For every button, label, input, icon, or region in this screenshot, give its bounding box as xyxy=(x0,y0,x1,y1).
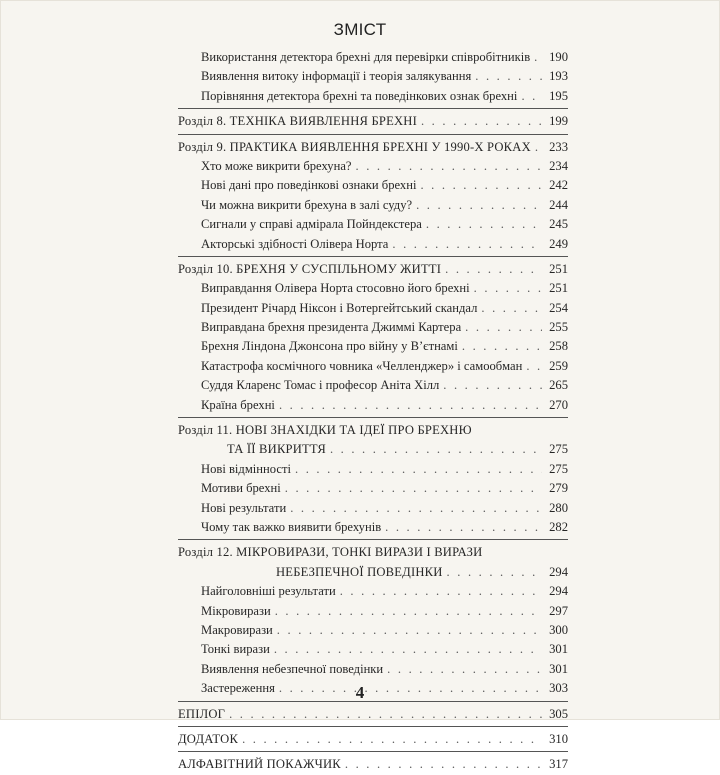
toc-entry-title: Макровирази xyxy=(201,622,273,637)
toc-leader xyxy=(474,279,542,298)
section-divider xyxy=(178,256,568,257)
toc-chapter-page: 275 xyxy=(549,442,568,457)
toc-leader xyxy=(385,518,542,537)
toc-entry xyxy=(178,196,568,215)
toc-leader xyxy=(445,260,542,279)
toc-entry xyxy=(178,479,568,498)
toc-leader xyxy=(535,138,542,157)
toc-entry xyxy=(178,460,568,479)
toc-entry-page: 251 xyxy=(549,281,568,296)
toc-leader xyxy=(275,602,542,621)
toc-chapter-title: Розділ 11. НОВІ ЗНАХІДКИ ТА ІДЕЇ ПРО БРЕХНЮ xyxy=(178,423,472,438)
toc-leader xyxy=(462,337,542,356)
toc-entry-page: 297 xyxy=(549,603,568,618)
toc-entry xyxy=(178,337,568,356)
toc-entry-page: 259 xyxy=(549,358,568,373)
toc-entry-title: Тонкі вирази xyxy=(201,642,270,657)
toc-entry-page: 245 xyxy=(549,217,568,232)
section-divider xyxy=(178,751,568,752)
toc-leader xyxy=(340,582,542,601)
toc-chapter-title: Розділ 12. МІКРОВИРАЗИ, ТОНКІ ВИРАЗИ І ВИРАЗИ xyxy=(178,545,483,560)
toc-leader xyxy=(447,563,542,582)
toc-entry-page: 301 xyxy=(549,661,568,676)
toc-entry xyxy=(178,582,568,601)
section-divider xyxy=(178,134,568,135)
toc-chapter-title: ДОДАТОК xyxy=(178,731,239,746)
toc-chapter-page: 251 xyxy=(549,261,568,276)
toc-chapter xyxy=(178,730,568,749)
toc-entry-page: 301 xyxy=(549,642,568,657)
toc-leader xyxy=(526,357,542,376)
toc-entry-title: Чи можна викрити брехуна в залі суду? xyxy=(201,197,413,212)
page-number: 4 xyxy=(355,683,365,702)
toc-entry-title: Мікровирази xyxy=(201,603,271,618)
toc-entry-page: 255 xyxy=(549,320,568,335)
toc-entry xyxy=(178,640,568,659)
toc-entry-title: Виправдання Олівера Норта стосовно його брехні xyxy=(201,281,470,296)
toc-entry-page: 244 xyxy=(549,197,568,212)
toc-entry-title: Країна брехні xyxy=(201,397,275,412)
toc-chapter xyxy=(178,138,568,157)
toc-entry xyxy=(178,499,568,518)
toc-entry-page: 279 xyxy=(549,481,568,496)
toc-entry-page: 282 xyxy=(549,519,568,534)
toc-leader xyxy=(465,318,542,337)
toc-entry-title: Використання детектора брехні для перевірки співробітників xyxy=(201,50,531,64)
toc-entry-title: Катастрофа космічного човника «Челленджер» і самообман xyxy=(201,358,523,373)
toc-entry-title: Суддя Кларенс Томас і професор Аніта Хілл xyxy=(201,378,440,393)
toc-chapter-continuation xyxy=(178,440,568,459)
toc-entry xyxy=(178,518,568,537)
toc-entry-page: 234 xyxy=(549,158,568,173)
toc-chapter-title: НЕБЕЗПЕЧНОЇ ПОВЕДІНКИ xyxy=(276,564,443,579)
section-divider xyxy=(178,539,568,540)
toc-entry-page: 242 xyxy=(549,178,568,193)
toc-chapter-page: 199 xyxy=(549,114,568,129)
toc-chapter-title: ЕПІЛОГ xyxy=(178,706,226,721)
toc-entry xyxy=(178,67,568,86)
toc-entry-page: 249 xyxy=(549,236,568,251)
toc-entry-title: Застереження xyxy=(201,681,275,696)
page-title: ЗМІСТ xyxy=(333,20,387,39)
toc-chapter-title: АЛФАВІТНИЙ ПОКАЖЧИК xyxy=(178,757,341,772)
toc-entry-title: Чому так важко виявити брехунів xyxy=(201,519,382,534)
toc-entry-title: Виправдана брехня президента Джиммі Картера xyxy=(201,320,462,335)
toc-leader xyxy=(290,499,542,518)
toc-entry-title: Акторські здібності Олівера Норта xyxy=(201,236,389,251)
toc-leader xyxy=(475,67,542,86)
toc-leader xyxy=(242,730,542,749)
toc-leader xyxy=(295,460,542,479)
toc-entry-page: 258 xyxy=(549,339,568,354)
toc-chapter-title: ТА ЇЇ ВИКРИТТЯ xyxy=(227,442,326,457)
toc-entry-title: Найголовніші результати xyxy=(201,584,336,599)
toc-entry xyxy=(178,357,568,376)
toc-entry-page: 275 xyxy=(549,461,568,476)
toc-chapter xyxy=(178,112,568,131)
toc-leader xyxy=(330,440,542,459)
toc-entry xyxy=(178,318,568,337)
toc-entry xyxy=(178,176,568,195)
toc-chapter xyxy=(178,705,568,724)
toc-entry-page: 265 xyxy=(549,378,568,393)
toc-entry-title: Нові результати xyxy=(201,500,287,515)
toc-entry-page: 195 xyxy=(549,88,568,103)
toc-entry-page: 270 xyxy=(549,397,568,412)
toc-entry xyxy=(178,87,568,106)
toc-chapter-page: 317 xyxy=(549,757,568,772)
toc-leader xyxy=(279,396,542,415)
toc-entry-title: Сигнали у справі адмірала Пойндекстера xyxy=(201,217,422,232)
toc-entry xyxy=(178,602,568,621)
toc-entry-title: Президент Річард Ніксон і Вотергейтський скандал xyxy=(201,300,478,315)
toc-chapter-title: Розділ 9. ПРАКТИКА ВИЯВЛЕННЯ БРЕХНІ У 1990-Х РОКАХ xyxy=(178,139,531,154)
table-of-contents xyxy=(178,48,568,775)
toc-entry xyxy=(178,299,568,318)
toc-entry-page: 254 xyxy=(549,300,568,315)
toc-entry xyxy=(178,621,568,640)
toc-chapter-continuation xyxy=(178,563,568,582)
toc-leader xyxy=(421,112,542,131)
toc-entry xyxy=(178,376,568,395)
section-divider xyxy=(178,417,568,418)
toc-chapter xyxy=(178,260,568,279)
toc-entry xyxy=(178,48,568,67)
toc-leader xyxy=(345,755,542,774)
toc-chapter-page: 310 xyxy=(549,731,568,746)
toc-entry-page: 193 xyxy=(549,69,568,84)
toc-entry-title: Мотиви брехні xyxy=(201,481,281,496)
toc-leader xyxy=(387,660,542,679)
toc-chapter-page: 233 xyxy=(549,139,568,154)
toc-leader xyxy=(420,176,542,195)
toc-entry xyxy=(178,157,568,176)
toc-entry xyxy=(178,235,568,254)
toc-leader xyxy=(274,640,542,659)
toc-entry-page: 300 xyxy=(549,622,568,637)
toc-entry-title: Виявлення небезпечної поведінки xyxy=(201,661,384,676)
toc-leader xyxy=(426,215,542,234)
toc-leader xyxy=(481,299,542,318)
toc-entry-title: Виявлення витоку інформації і теорія залякування xyxy=(201,69,472,84)
toc-leader xyxy=(416,196,542,215)
toc-leader xyxy=(443,376,542,395)
toc-entry-page: 303 xyxy=(549,681,568,696)
toc-chapter-page: 294 xyxy=(549,564,568,579)
toc-leader xyxy=(285,479,542,498)
toc-chapter-title: Розділ 10. БРЕХНЯ У СУСПІЛЬНОМУ ЖИТТІ xyxy=(178,261,442,276)
toc-entry xyxy=(178,215,568,234)
toc-entry-title: Брехня Ліндона Джонсона про війну у В’єтнамі xyxy=(201,339,458,354)
toc-entry xyxy=(178,396,568,415)
toc-leader xyxy=(534,48,542,67)
toc-entry-title: Нові відмінності xyxy=(201,461,291,476)
toc-entry-title: Нові дані про поведінкові ознаки брехні xyxy=(201,178,417,193)
toc-leader xyxy=(356,157,543,176)
toc-leader xyxy=(521,87,542,106)
toc-chapter xyxy=(178,421,568,440)
toc-leader xyxy=(277,621,542,640)
toc-entry xyxy=(178,660,568,679)
toc-entry-page: 294 xyxy=(549,584,568,599)
toc-entry xyxy=(178,279,568,298)
toc-entry-page: 280 xyxy=(549,500,568,515)
toc-entry-page: 190 xyxy=(549,50,568,64)
toc-chapter xyxy=(178,543,568,562)
toc-chapter-title: Розділ 8. ТЕХНІКА ВИЯВЛЕННЯ БРЕХНІ xyxy=(178,114,417,129)
toc-entry-title: Хто може викрити брехуна? xyxy=(201,158,352,173)
toc-entry-title: Порівняння детектора брехні та поведінкових ознак брехні xyxy=(201,88,518,103)
section-divider xyxy=(178,108,568,109)
toc-leader xyxy=(229,705,542,724)
section-divider xyxy=(178,726,568,727)
toc-leader xyxy=(392,235,542,254)
toc-chapter-page: 305 xyxy=(549,706,568,721)
toc-chapter xyxy=(178,755,568,774)
